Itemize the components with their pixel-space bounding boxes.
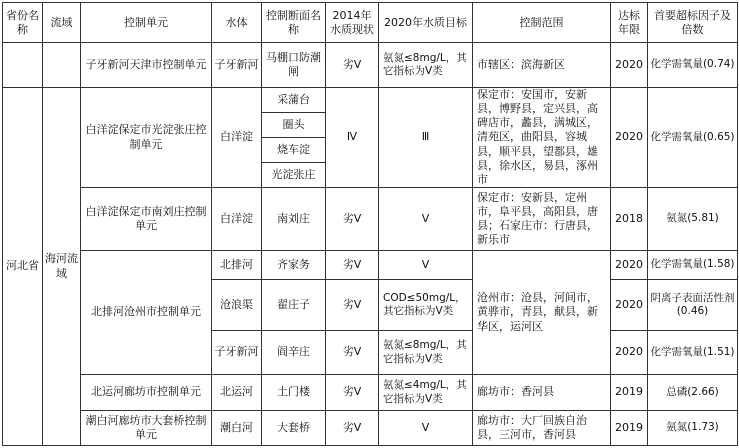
status-2014: 劣Ⅴ bbox=[326, 331, 379, 375]
control-section: 阎辛庄 bbox=[262, 331, 326, 375]
compliance-year: 2020 bbox=[611, 280, 648, 331]
water-body: 子牙新河 bbox=[212, 43, 262, 88]
status-2014: 劣Ⅴ bbox=[326, 375, 379, 411]
header-status-2014: 2014年水质现状 bbox=[326, 3, 379, 43]
water-body: 北排河 bbox=[212, 251, 262, 280]
main-exceed-factor: 化学需氧量(1.51) bbox=[648, 331, 738, 375]
compliance-year: 2019 bbox=[611, 411, 648, 446]
control-scope: 沧州市：沧县，河间市，黄骅市，青县，献县，新华区，运河区 bbox=[473, 251, 611, 375]
target-2020: 氨氮≤4mg/L，其它指标为Ⅴ类 bbox=[379, 375, 473, 411]
control-section: 光淀张庄 bbox=[262, 163, 326, 188]
control-unit: 潮白河廊坊市大套桥控制单元 bbox=[81, 411, 212, 446]
table-row bbox=[3, 411, 738, 446]
compliance-year: 2020 bbox=[611, 251, 648, 280]
main-exceed-factor: 氨氮(1.73) bbox=[648, 411, 738, 446]
province-cell-empty bbox=[3, 43, 43, 88]
header-row bbox=[3, 3, 738, 43]
target-2020: Ⅴ bbox=[379, 251, 473, 280]
water-body: 沧浪渠 bbox=[212, 280, 262, 331]
status-2014: 劣Ⅴ bbox=[326, 188, 379, 251]
control-section: 土门楼 bbox=[262, 375, 326, 411]
header-province: 省份名称 bbox=[3, 3, 43, 43]
basin-cell-empty bbox=[43, 43, 81, 88]
control-unit: 北运河廊坊市控制单元 bbox=[81, 375, 212, 411]
basin-cell: 海河流域 bbox=[43, 88, 81, 446]
control-section: 采蒲台 bbox=[262, 88, 326, 113]
target-2020: COD≤50mg/L，其它指标为Ⅴ类 bbox=[379, 280, 473, 331]
water-body: 北运河 bbox=[212, 375, 262, 411]
compliance-year: 2020 bbox=[611, 88, 648, 188]
main-exceed-factor: 阴离子表面活性剂(0.46) bbox=[648, 280, 738, 331]
compliance-year: 2020 bbox=[611, 331, 648, 375]
control-section: 南刘庄 bbox=[262, 188, 326, 251]
table-row bbox=[3, 251, 738, 280]
control-scope: 廊坊市：香河县 bbox=[473, 375, 611, 411]
status-2014: 劣Ⅴ bbox=[326, 251, 379, 280]
control-section: 烧车淀 bbox=[262, 138, 326, 163]
control-scope: 保定市：安新县，定州市，阜平县，高阳县，唐县；石家庄市：行唐县，新乐市 bbox=[473, 188, 611, 251]
status-2014: 劣Ⅴ bbox=[326, 280, 379, 331]
control-section: 大套桥 bbox=[262, 411, 326, 446]
water-body: 潮白河 bbox=[212, 411, 262, 446]
control-unit: 白洋淀保定市光淀张庄控制单元 bbox=[81, 88, 212, 188]
target-2020: Ⅴ bbox=[379, 411, 473, 446]
water-body: 白洋淀 bbox=[212, 88, 262, 188]
control-scope: 保定市：安国市，安新县，博野县，定兴县，高碑店市，蠡县，满城区，清苑区，曲阳县，容城县，顺平县，望都县，雄县，徐水区，易县，涿州市 bbox=[473, 88, 611, 188]
header-control-section: 控制断面名称 bbox=[262, 3, 326, 43]
target-2020: Ⅴ bbox=[379, 188, 473, 251]
header-basin: 流域 bbox=[43, 3, 81, 43]
header-control-unit: 控制单元 bbox=[81, 3, 212, 43]
target-2020: Ⅲ bbox=[379, 88, 473, 188]
status-2014: 劣Ⅴ bbox=[326, 43, 379, 88]
target-2020: 氨氮≤8mg/L，其它指标为Ⅴ类 bbox=[379, 43, 473, 88]
control-unit: 北排河沧州市控制单元 bbox=[81, 251, 212, 375]
water-body: 子牙新河 bbox=[212, 331, 262, 375]
compliance-year: 2018 bbox=[611, 188, 648, 251]
main-exceed-factor: 化学需氧量(0.74) bbox=[648, 43, 738, 88]
control-section: 翟庄子 bbox=[262, 280, 326, 331]
table-row bbox=[3, 43, 738, 88]
header-compliance-year: 达标年限 bbox=[611, 3, 648, 43]
table-row bbox=[3, 375, 738, 411]
province-cell: 河北省 bbox=[3, 88, 43, 446]
table-row bbox=[3, 188, 738, 251]
header-control-scope: 控制范围 bbox=[473, 3, 611, 43]
control-unit: 子牙新河天津市控制单元 bbox=[81, 43, 212, 88]
main-exceed-factor: 化学需氧量(1.58) bbox=[648, 251, 738, 280]
water-quality-table bbox=[2, 2, 738, 446]
control-section: 圈头 bbox=[262, 113, 326, 138]
target-2020: 氨氮≤8mg/L，其它指标为Ⅴ类 bbox=[379, 331, 473, 375]
header-main-exceed-factor: 首要超标因子及倍数 bbox=[648, 3, 738, 43]
compliance-year: 2019 bbox=[611, 375, 648, 411]
control-section: 马棚口防潮闸 bbox=[262, 43, 326, 88]
control-scope: 市辖区：滨海新区 bbox=[473, 43, 611, 88]
table-row bbox=[3, 88, 738, 113]
header-target-2020: 2020年水质目标 bbox=[379, 3, 473, 43]
control-scope: 廊坊市：大厂回族自治县，三河市，香河县 bbox=[473, 411, 611, 446]
main-exceed-factor: 化学需氧量(0.65) bbox=[648, 88, 738, 188]
control-section: 齐家务 bbox=[262, 251, 326, 280]
header-water-body: 水体 bbox=[212, 3, 262, 43]
main-exceed-factor: 氨氮(5.81) bbox=[648, 188, 738, 251]
status-2014: Ⅳ bbox=[326, 88, 379, 188]
main-exceed-factor: 总磷(2.66) bbox=[648, 375, 738, 411]
status-2014: 劣Ⅴ bbox=[326, 411, 379, 446]
compliance-year: 2020 bbox=[611, 43, 648, 88]
water-body: 白洋淀 bbox=[212, 188, 262, 251]
control-unit: 白洋淀保定市南刘庄控制单元 bbox=[81, 188, 212, 251]
